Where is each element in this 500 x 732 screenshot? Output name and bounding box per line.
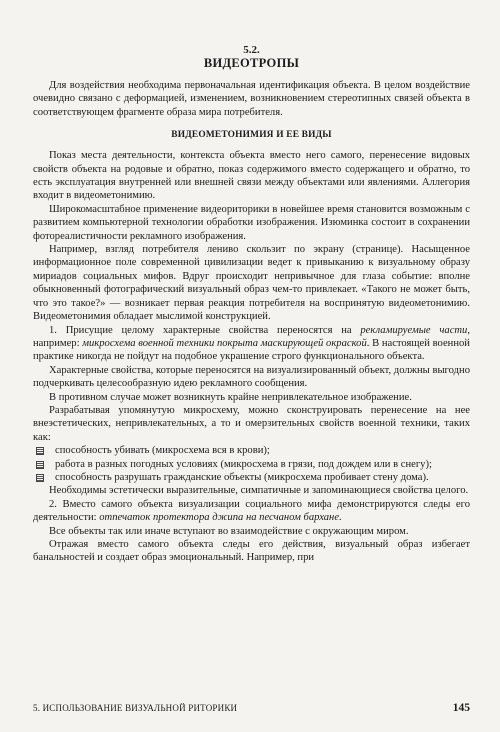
section-title: ВИДЕОТРОПЫ: [203, 56, 300, 70]
paragraph-4-start: 1. Присущие целому характерные свойства переносятся на: [49, 324, 361, 336]
paragraph-10: Все объекты так или иначе вступают во взаимодействие с окружающим миром.: [49, 525, 409, 537]
paragraph-1: Показ места деятельности, контекста объекта вместо него самого, перенесение видовых свойств объекта на родовые и обратно, показ содержимого вместо содержащего и обратно, то есть эксплуатация внутренней или внешней связи между объектами или явлениями. Аллегория входит в видеометонимию.: [33, 150, 470, 202]
paragraph-4-mid: , например:: [33, 324, 470, 349]
paragraph-3: Например, взгляд потребителя лениво скользит по экрану (странице). Насыщенное информационное поле современной цивилизации ведет к привыканию к визуальному образу мириадов социальных мифов. Вдруг происходит непривычное для глаза событие: вполне обыкновенный фотографический визуальный образ чем-то привлекает. «Такого не может быть, что это такое?» — возникает первая реакция потребителя на воспринятую видеометонимию. Видеометонимия обладает мыслимой конструкцией.: [33, 244, 470, 323]
paragraph-9: [33, 498, 470, 525]
paragraph-4-italic-2: микросхема военной техники покрыта маскирующей окраской: [82, 337, 367, 349]
paragraph-9-end: .: [339, 512, 342, 524]
list-item: [33, 458, 470, 471]
page-footer: [33, 702, 470, 714]
paragraph-9-start: 2. Вместо самого объекта визуализации социального мифа демонстрируются следы его деятельности:: [33, 498, 470, 524]
paragraph-6: В противном случае может возникнуть крайне непривлекательное изображение.: [49, 391, 412, 403]
list-item: [33, 444, 470, 457]
paragraph-11: Отражая вместо самого объекта следы его действия, визуальный образ избегает банальностей и создает образ эмоциональный. Например, при: [33, 539, 470, 564]
list-item: [33, 471, 470, 484]
list-item-text: способность разрушать гражданские объекты (микросхема пробивает стену дома).: [55, 471, 429, 483]
footer-chapter: 5. ИСПОЛЬЗОВАНИЕ ВИЗУАЛЬНОЙ РИТОРИКИ: [33, 703, 238, 713]
paragraph-2: Широкомасштабное применение видеориторики в новейшее время становится возможным с развитием компьютерной технологии обработки изображения. Изюминка состоит в сохранении фотореалистичности рекламного изображения.: [33, 203, 470, 242]
intro-paragraph: Для воздействия необходима первоначальная идентификация объекта. В целом воздействие очевидно связано с деформацией, изменением, возникновением стереотипных связей объекта в соответствующем фрагменте образа мира потребителя.: [33, 80, 470, 118]
paragraph-4-italic-1: рекламируемые части: [360, 324, 468, 336]
square-bullet-icon: [36, 447, 44, 455]
paragraph-4-end: . В настоящей военной практике никогда не пойдут на подобное украшение строго функционального объекта.: [33, 337, 470, 363]
paragraph-9-italic: отпечаток протектора джипа на песчаном бархане: [99, 512, 340, 524]
paragraph-5: Характерные свойства, которые переносятся на визуализированный объект, должны выгодно подчеркивать целесообразную идею рекламного сообщения.: [33, 364, 470, 390]
square-bullet-icon: [36, 461, 44, 469]
square-bullet-icon: [36, 474, 44, 482]
paragraph-4: [33, 324, 470, 364]
page-number: 145: [452, 702, 470, 714]
section-number: 5.2.: [243, 44, 260, 56]
bullet-list: [33, 444, 470, 484]
list-item-text: способность убивать (микросхема вся в крови);: [55, 445, 270, 457]
subsection-title: ВИДЕОМЕТОНИМИЯ И ЕЕ ВИДЫ: [171, 130, 332, 141]
list-item-text: работа в разных погодных условиях (микросхема в грязи, под дождем или в снегу);: [55, 458, 432, 470]
paragraph-8: Необходимы эстетически выразительные, симпатичные и запоминающиеся свойства целого.: [49, 485, 469, 497]
paragraph-7: Разрабатывая упомянутую микросхему, можно сконструировать перенесение на нее внеэстетических, непривлекательных, а то и омерзительных свойств военной техники, таких как:: [33, 404, 470, 443]
